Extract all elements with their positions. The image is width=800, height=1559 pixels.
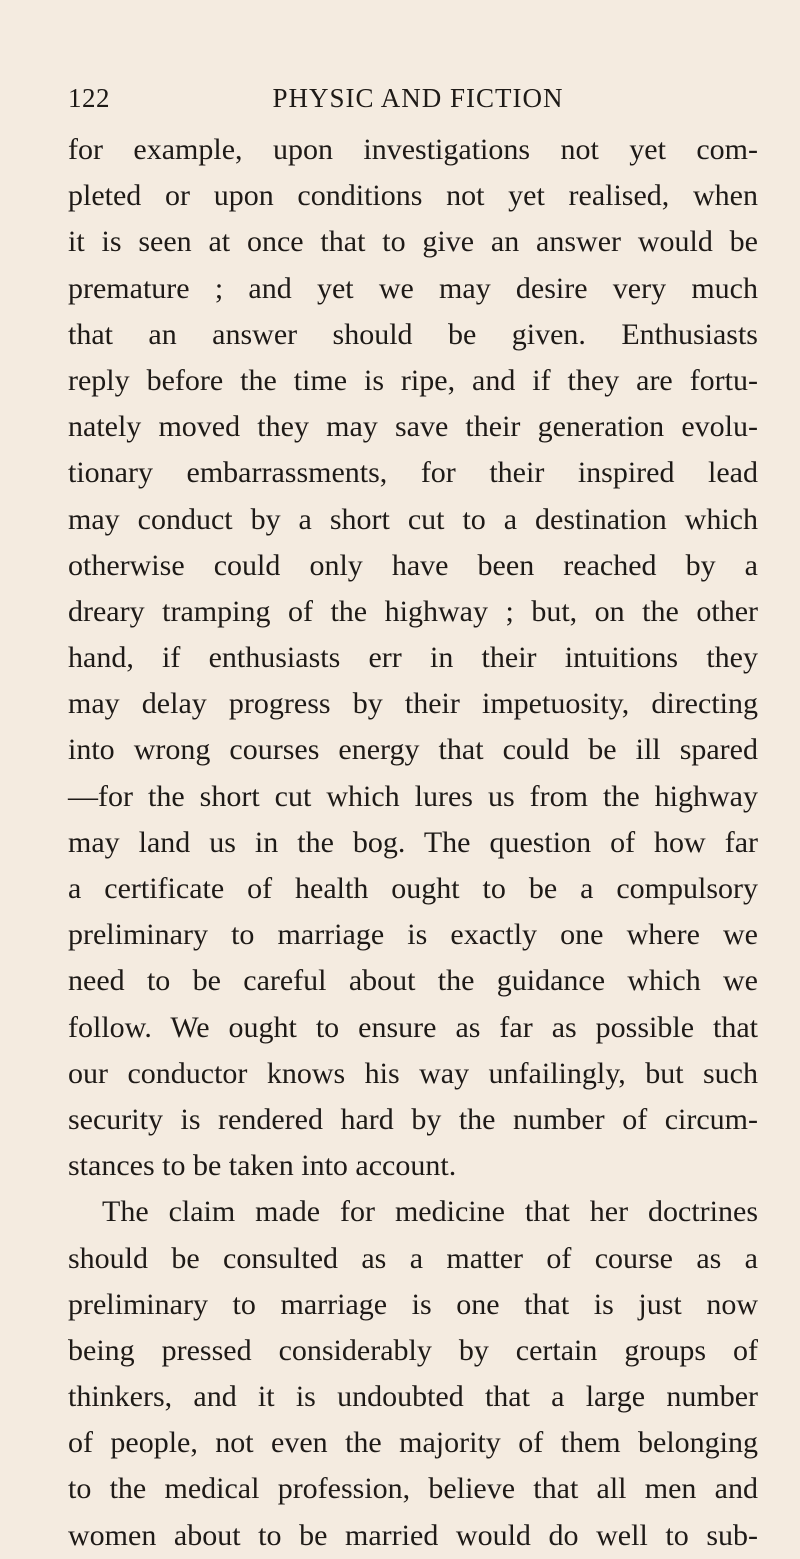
text-line: nately moved they may save their generation evolu- (68, 410, 758, 444)
text-line: The claim made for medicine that her doctrines (102, 1195, 758, 1229)
text-line: security is rendered hard by the number of circum- (68, 1102, 758, 1136)
page-number: 122 (68, 83, 110, 113)
text-line: reply before the time is ripe, and if they are fortu- (68, 363, 758, 397)
text-line: may delay progress by their impetuosity, directing (68, 687, 758, 721)
text-line: preliminary to marriage is one that is just now (68, 1287, 758, 1321)
text-line: premature ; and yet we may desire very much (68, 271, 758, 305)
running-head (68, 80, 768, 116)
text-line: it is seen at once that to give an answer would be (68, 225, 758, 259)
running-title: PHYSIC AND FICTION (272, 83, 564, 113)
text-line: our conductor knows his way unfailingly, but such (68, 1056, 758, 1090)
body-text (68, 127, 758, 1559)
text-line: —for the short cut which lures us from the highway (68, 779, 758, 813)
text-line: pleted or upon conditions not yet realised, when (68, 179, 758, 213)
text-line: a certificate of health ought to be a compulsory (68, 872, 758, 905)
text-line: stances to be taken into account. (68, 1149, 457, 1183)
text-line: being pressed considerably by certain groups of (68, 1333, 758, 1367)
text-line: otherwise could only have been reached by a (68, 548, 758, 582)
text-line: dreary tramping of the highway ; but, on the other (68, 594, 758, 628)
text-line: of people, not even the majority of them belonging (68, 1426, 758, 1460)
text-line: should be consulted as a matter of course as a (68, 1241, 758, 1275)
text-line: to the medical profession, believe that all men and (68, 1472, 758, 1506)
text-line: for example, upon investigations not yet com- (68, 133, 758, 166)
text-line: tionary embarrassments, for their inspired lead (68, 456, 758, 490)
text-line: may land us in the bog. The question of how far (68, 825, 758, 859)
text-line: may conduct by a short cut to a destination which (68, 502, 758, 536)
text-line: that an answer should be given. Enthusiasts (68, 317, 758, 351)
text-line: preliminary to marriage is exactly one where we (68, 918, 758, 952)
text-line: thinkers, and it is undoubted that a large number (68, 1380, 758, 1414)
text-line: into wrong courses energy that could be ill spared (68, 733, 758, 767)
text-line: need to be careful about the guidance which we (68, 964, 758, 998)
text-line: hand, if enthusiasts err in their intuitions they (68, 641, 758, 675)
text-line: women about to be married would do well to sub- (68, 1518, 758, 1552)
text-line: follow. We ought to ensure as far as possible that (68, 1010, 758, 1044)
